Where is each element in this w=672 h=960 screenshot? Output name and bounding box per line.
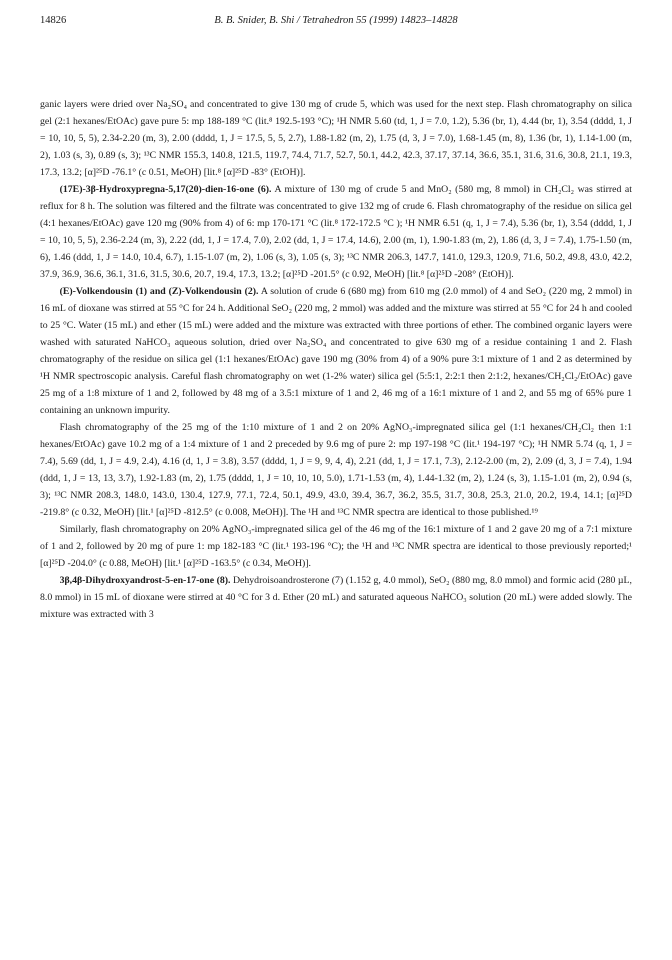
compound-heading: (17E)-3β-Hydroxypregna-5,17(20)-dien-16-one (6). [59, 184, 272, 195]
paragraph-text: A solution of crude 6 (680 mg) from 610 mg (2.0 mmol) of 4 and SeO₂ (220 mg, 2 mmol) in 16 mL of dioxane was stirred at 55 °C for 24 h. Additional SeO₂ (220 mg, 2 mmol) was added and the mixture was stirred at 55 °C for 24 h and cooled to 25 °C. Water (15 mL) and ether (15 mL) were added and the mixture was extracted with three portions of ether. The combined organic layers were washed with saturated NaHCO₃ aqueous solution, dried over Na₂SO₄ and concentrated to give 630 mg of a residue containing 1 and 2. Flash chromatography of the residue on silica gel (1:1 hexanes/EtOAc) gave 190 mg (30% from 4) of a 90% pure 3:1 mixture of 1 and 2 as determined by ¹H NMR spectroscopic analysis. Careful flash chromatography on wet (1-2% water) silica gel (5:5:1, 2:2:1 then 2:1:2, hexanes/CH₂Cl₂/EtOAc) gave 25 mg of a 1:8 mixture of 1 and 2, followed by 48 mg of a 3.5:1 mixture of 1 and 2, 46 mg of a 16:1 mixture of 1 and 2, and 55 mg of 65% pure 1 containing an unknown impurity. [40, 286, 632, 416]
paragraph [40, 419, 632, 521]
paragraph-text: Dehydroisoandrosterone (7) (1.152 g, 4.0 mmol), SeO₂ (880 mg, 8.0 mmol) and formic acid (280 µL, 8.0 mmol) in 15 mL of dioxane were stirred at 40 °C for 3 d. Ether (20 mL) and saturated aqueous NaHCO₃ solution (20 mL) were added slowly. The mixture was extracted with 3 [40, 575, 632, 620]
paragraph-text: ganic layers were dried over Na₂SO₄ and concentrated to give 130 mg of crude 5, which was used for the next step. Flash chromatography on silica gel (2:1 hexanes/EtOAc) gave pure 5: mp 188-189 °C (lit.⁸ 192.5-193 °C); ¹H NMR 5.60 (td, 1, J = 7.0, 1.2), 5.36 (br, 1), 4.44 (br, 1), 3.54 (dddd, 1, J = 10, 10, 5, 5), 2.34-2.20 (m, 3), 2.00 (dddd, 1, J = 17.5, 5, 5, 2.7), 1.88-1.82 (m, 2), 1.75 (d, 3, J = 7.0), 1.68-1.45 (m, 8), 1.36 (br, 1), 1.14-1.00 (m, 2), 1.03 (s, 3), 0.89 (s, 3); ¹³C NMR 155.3, 140.8, 121.5, 119.7, 74.4, 71.7, 52.7, 50.1, 44.2, 42.3, 37.17, 37.14, 36.6, 35.1, 31.6, 31.6, 30.8, 21.1, 19.3, 17.3, 13.2; [α]²⁵D -76.1° (c 0.51, MeOH) [lit.⁸ [α]²⁵D -83° (EtOH)]. [40, 99, 632, 178]
compound-heading: 3β,4β-Dihydroxyandrost-5-en-17-one (8). [59, 575, 231, 586]
article-body [40, 96, 632, 623]
page-header [40, 15, 632, 33]
paragraph-text: Flash chromatography of the 25 mg of the 1:10 mixture of 1 and 2 on 20% AgNO₃-impregnated silica gel (1:1 hexanes/CH₂Cl₂ then 1:1 hexanes/EtOAc) gave 10.2 mg of a 1:4 mixture of 1 and 2 preceded by 9.6 mg of pure 2: mp 197-198 °C (lit.¹ 194-197 °C); ¹H NMR 5.74 (q, 1, J = 7.4), 5.69 (dd, 1, J = 4.9, 2.4), 4.16 (d, 1, J = 3.8), 3.57 (dddd, 1, J = 9, 9, 4, 4), 2.21 (dd, 1, J = 17.1, 7.3), 2.12-2.00 (m, 2), 2.09 (d, 3, J = 7.4), 1.94 (ddd, 1, J = 13, 13, 3.7), 1.92-1.83 (m, 2), 1.75 (dddd, 1, J = 10, 10, 10, 5.0), 1.71-1.53 (m, 4), 1.44-1.32 (m, 2), 1.24 (s, 3), 1.15-1.01 (m, 2), 0.94 (s, 3); ¹³C NMR 208.3, 148.0, 143.0, 130.4, 127.9, 77.1, 72.4, 50.1, 49.9, 43.0, 39.4, 36.7, 36.2, 35.5, 31.7, 30.8, 25.3, 21.0, 20.2, 19.4, 14.1; [α]²⁵D -219.8° (c 0.32, MeOH) [lit.¹ [α]²⁵D -812.5° (c 0.008, MeOH)]. The ¹H and ¹³C NMR spectra are identical to those published.¹⁹ [40, 422, 632, 518]
page-number: 14826 [40, 15, 67, 26]
paragraph-text: A mixture of 130 mg of crude 5 and MnO₂ (580 mg, 8 mmol) in CH₂Cl₂ was stirred at reflux for 8 h. The solution was filtered and the filtrate was concentrated to give 132 mg of crude 6. Flash chromatography of the residue on silica gel (4:1 hexanes/EtOAc) gave 120 mg (90% from 4) of 6: mp 170-171 °C (lit.⁸ 172-172.5 °C ); ¹H NMR 6.51 (q, 1, J = 7.4), 5.36 (br, 1), 3.54 (dddd, 1, J = 10, 10, 5, 5), 2.36-2.24 (m, 3), 2.22 (dd, 1, J = 17.4, 7.0), 2.02 (dd, 1, J = 17.4, 14.6), 2.00 (m, 1), 1.90-1.83 (m, 2), 1.86 (d, 3, J = 7.4), 1.75-1.50 (m, 6), 1.46 (ddd, 1, J = 14.0, 10.4, 6.7), 1.15-1.07 (m, 2), 1.06 (s, 3), 1.05 (s, 3); ¹³C NMR 206.3, 147.7, 141.0, 129.3, 120.9, 71.6, 50.2, 49.8, 43.0, 42.2, 37.9, 36.9, 36.6, 36.1, 31.6, 31.5, 30.6, 20.7, 19.4, 17.3, 13.2; [α]²⁵D -201.5° (c 0.92, MeOH) [lit.⁸ [α]²⁵D -208° (EtOH)]. [40, 184, 632, 280]
running-title: B. B. Snider, B. Shi / Tetrahedron 55 (1999) 14823–14828 [214, 15, 458, 26]
paragraph [40, 572, 632, 623]
paragraph [40, 521, 632, 572]
paragraph [40, 181, 632, 283]
paragraph-text: Similarly, flash chromatography on 20% AgNO₃-impregnated silica gel of the 46 mg of the 16:1 mixture of 1 and 2 gave 20 mg of a 7:1 mixture of 1 and 2, followed by 20 mg of pure 1: mp 182-183 °C (lit.¹ 193-196 °C); the ¹H and ¹³C NMR spectra are identical to those previously reported;¹ [α]²⁵D -204.0° (c 0.88, MeOH) [lit.¹ [α]²⁵D -163.5° (c 0.34, MeOH)]. [40, 524, 632, 569]
paragraph [40, 283, 632, 419]
compound-heading: (E)-Volkendousin (1) and (Z)-Volkendousin (2). [59, 286, 259, 297]
paragraph [40, 96, 632, 181]
